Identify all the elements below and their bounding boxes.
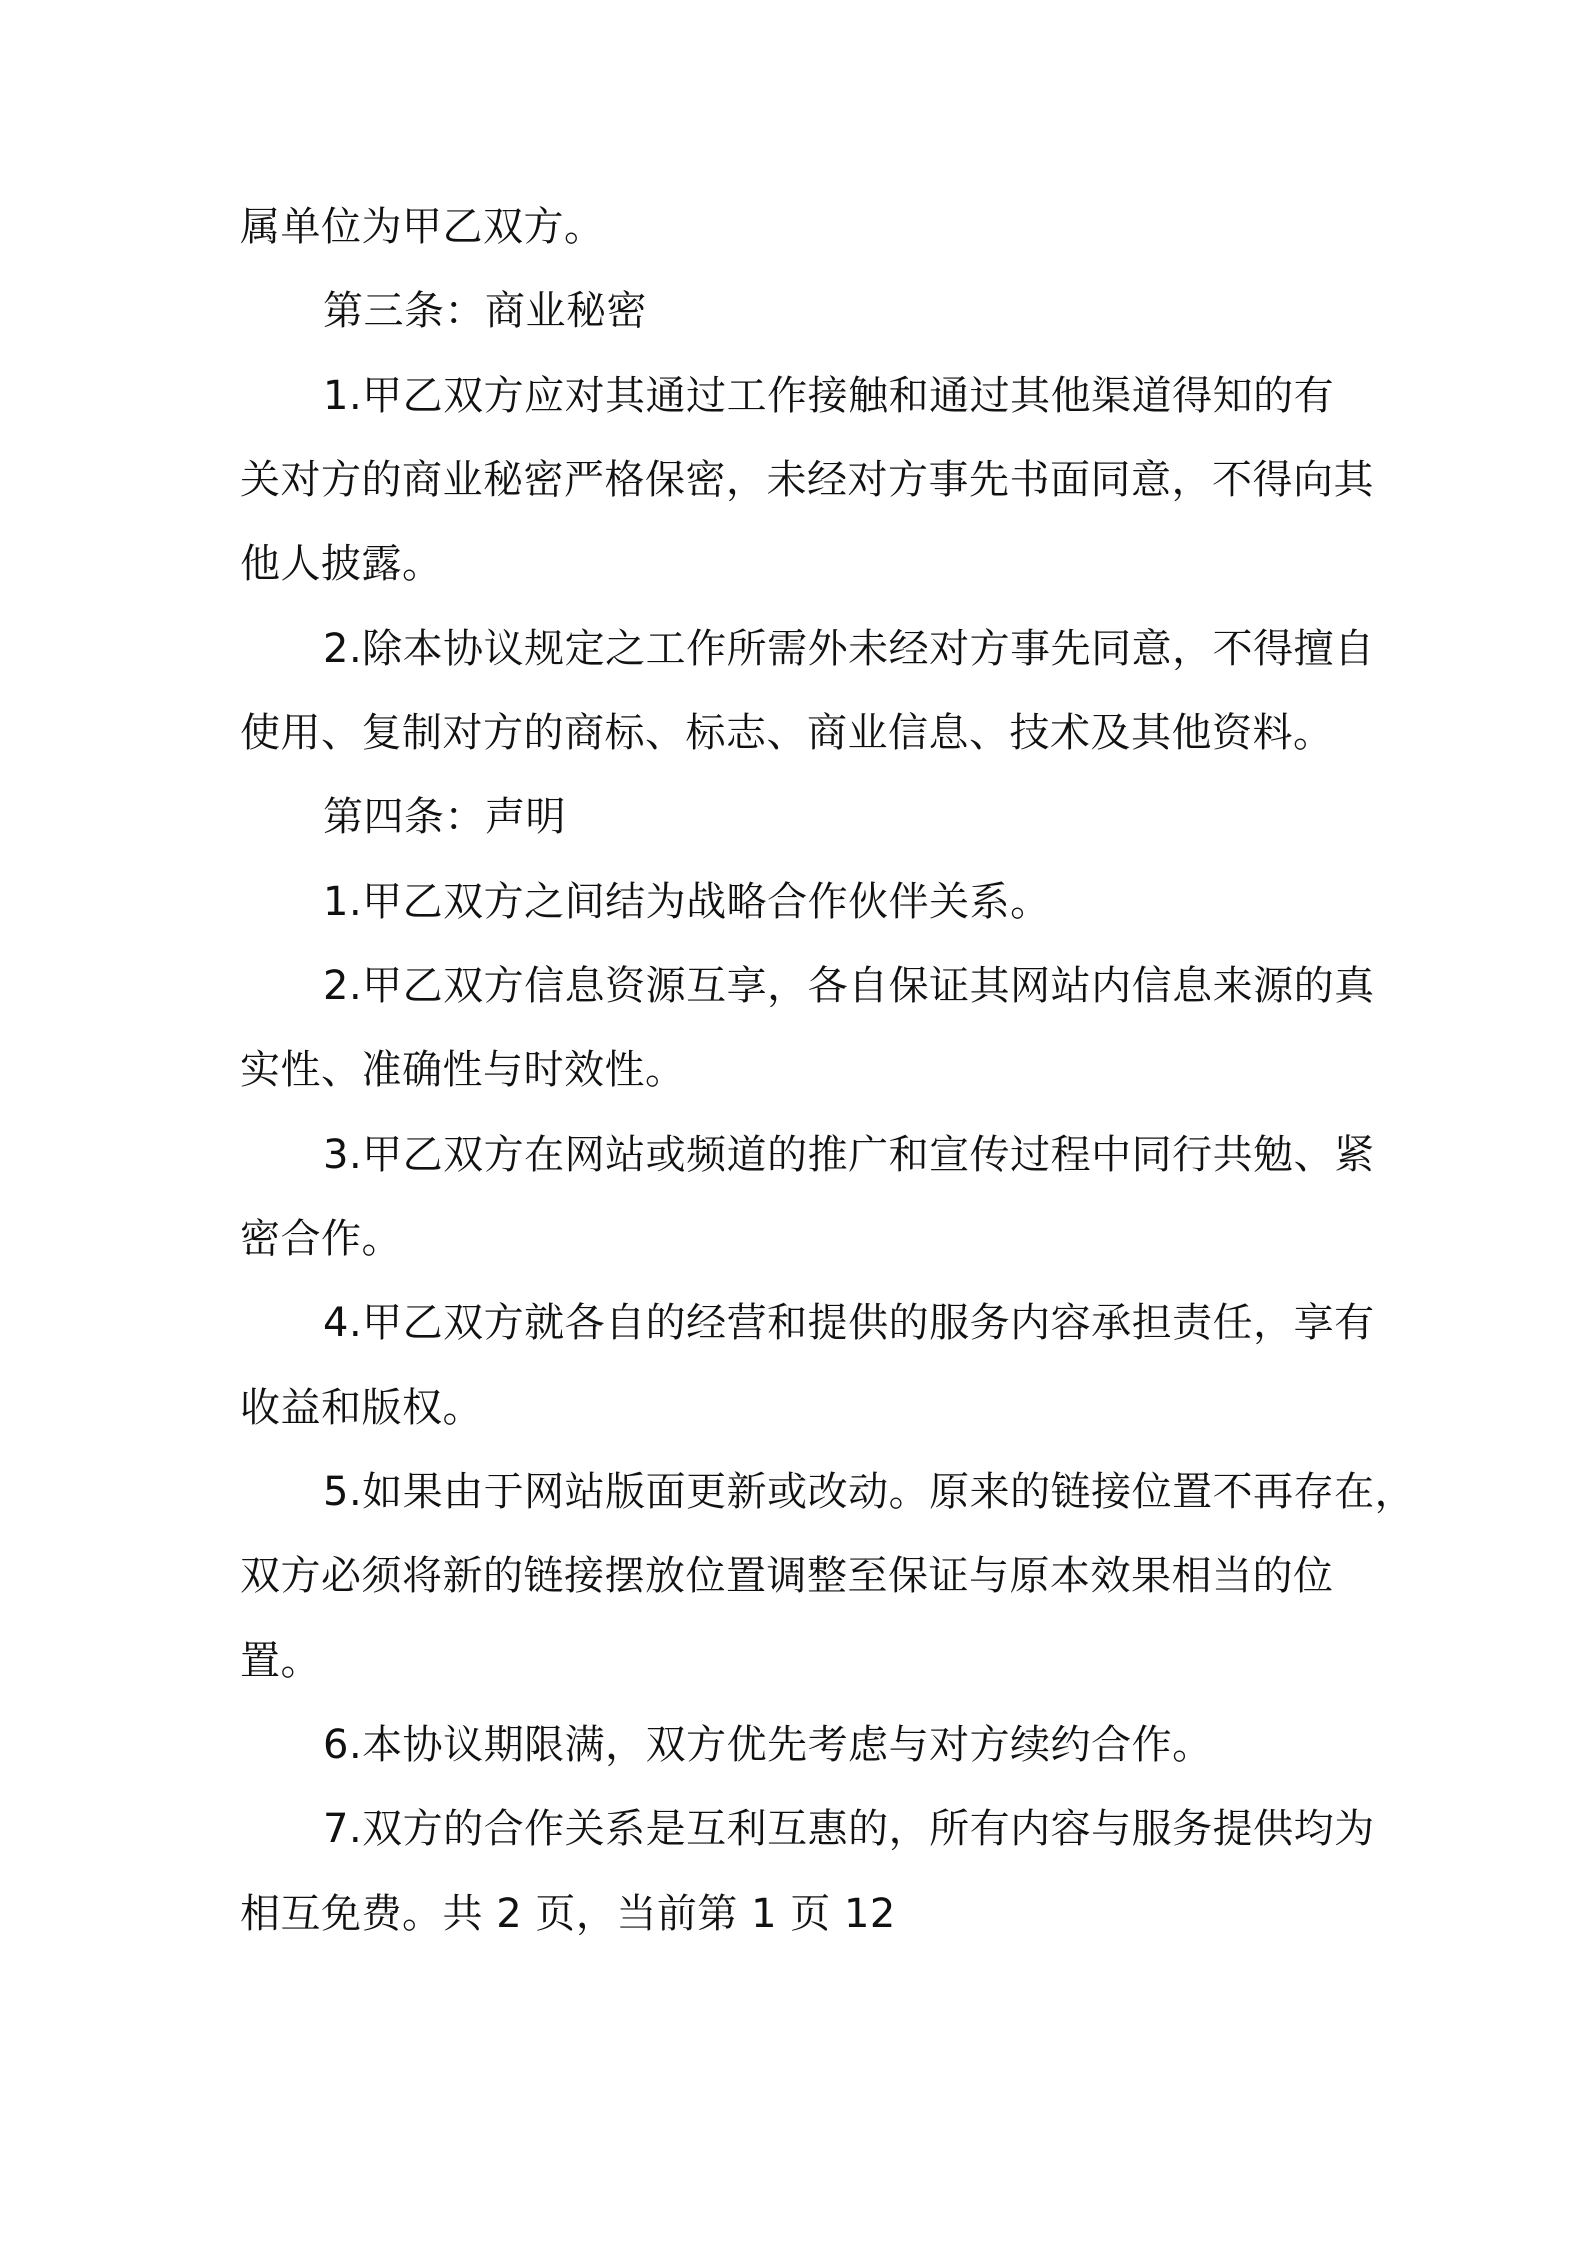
text-line: 密合作。 [240, 1216, 402, 1262]
text-line: 置。 [240, 1638, 321, 1684]
text-line: 7.双方的合作关系是互利互惠的，所有内容与服务提供均为 [323, 1806, 1375, 1852]
text-line: 2.除本协议规定之工作所需外未经对方事先同意，不得擅自 [323, 626, 1375, 672]
text-line: 相互免费。共 2 页，当前第 1 页 12 [240, 1891, 896, 1937]
text-line: 实性、准确性与时效性。 [240, 1047, 686, 1093]
text-line: 6.本协议期限满，双方优先考虑与对方续约合作。 [323, 1722, 1213, 1768]
text-line: 4.甲乙双方就各自的经营和提供的服务内容承担责任，享有 [323, 1300, 1375, 1346]
text-line: 2.甲乙双方信息资源互享，各自保证其网站内信息来源的真 [323, 963, 1375, 1009]
text-line: 1.甲乙双方应对其通过工作接触和通过其他渠道得知的有 [323, 373, 1335, 419]
text-line: 关对方的商业秘密严格保密，未经对方事先书面同意，不得向其 [240, 457, 1374, 503]
section-heading: 第四条：声明 [323, 794, 566, 840]
text-line: 收益和版权。 [240, 1385, 483, 1431]
section-heading: 第三条：商业秘密 [323, 288, 647, 334]
text-line: 双方必须将新的链接摆放位置调整至保证与原本效果相当的位 [240, 1553, 1334, 1599]
text-line: 3.甲乙双方在网站或频道的推广和宣传过程中同行共勉、紧 [323, 1132, 1375, 1178]
text-line: 使用、复制对方的商标、标志、商业信息、技术及其他资料。 [240, 710, 1334, 756]
text-line: 他人披露。 [240, 541, 443, 587]
text-line: 1.甲乙双方之间结为战略合作伙伴关系。 [323, 879, 1051, 925]
text-line: 5.如果由于网站版面更新或改动。原来的链接位置不再存在， [323, 1469, 1416, 1515]
text-line: 属单位为甲乙双方。 [240, 204, 605, 250]
